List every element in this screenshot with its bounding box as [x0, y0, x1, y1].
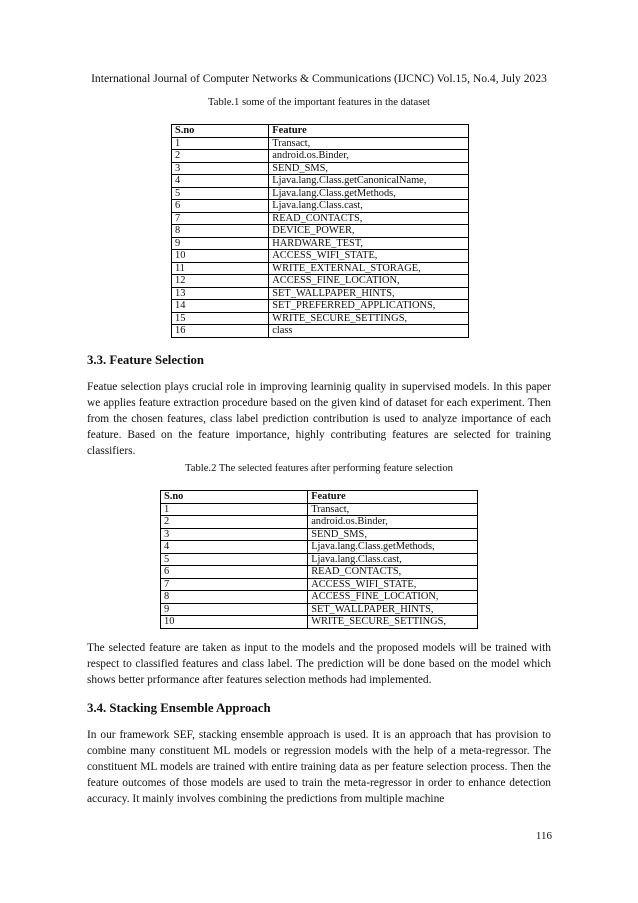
cell-sno: 14 — [172, 300, 269, 313]
cell-sno: 13 — [172, 287, 269, 300]
cell-sno: 7 — [161, 578, 308, 591]
table-row — [172, 237, 469, 250]
cell-sno: 1 — [161, 503, 308, 516]
cell-sno: 2 — [161, 516, 308, 529]
feature-selection-paragraph: Featue selection plays crucial role in improving learninig quality in supervised models. In this paper we applies feature extraction procedure based on the given kind of dataset for each experiment. Then from the chosen features, class label prediction contribution is used to analyze importance of each feature. Based on the feature importance, highly contributing features are selected for training classifiers. — [87, 381, 551, 458]
cell-feature: HARDWARE_TEST, — [269, 237, 469, 250]
table-row — [172, 187, 469, 200]
cell-feature: SET_WALLPAPER_HINTS, — [269, 287, 469, 300]
table-row — [161, 503, 478, 516]
cell-sno: 12 — [172, 275, 269, 288]
table-row — [161, 541, 478, 554]
cell-feature: SET_PREFERRED_APPLICATIONS, — [269, 300, 469, 313]
table1-caption: Table.1 some of the important features in the dataset — [208, 97, 430, 108]
cell-feature: READ_CONTACTS, — [269, 212, 469, 225]
cell-feature: android.os.Binder, — [308, 516, 478, 529]
table-row — [172, 200, 469, 213]
stacking-ensemble-paragraph: In our framework SEF, stacking ensemble approach is used. It is an approach that has provision to combine many constituent ML models or regression models with the help of a meta-regressor. The constituent ML models are trained with entire training data as per feature selection process. Then the feature outcomes of those models are used to train the meta-regressor in order to enhance detection accuracy. It mainly involves combining the predictions from multiple machine — [87, 729, 551, 806]
cell-sno: 2 — [172, 150, 269, 163]
table-row — [172, 325, 469, 338]
cell-sno: 9 — [172, 237, 269, 250]
cell-sno: 15 — [172, 312, 269, 325]
cell-sno: 10 — [172, 250, 269, 263]
features-table — [171, 124, 469, 338]
table2-caption: Table.2 The selected features after performing feature selection — [185, 463, 453, 474]
cell-feature: ACCESS_WIFI_STATE, — [308, 578, 478, 591]
cell-sno: 3 — [172, 162, 269, 175]
cell-feature: ACCESS_FINE_LOCATION, — [269, 275, 469, 288]
table-row — [161, 566, 478, 579]
cell-feature: WRITE_SECURE_SETTINGS, — [308, 616, 478, 629]
cell-feature: SET_WALLPAPER_HINTS, — [308, 603, 478, 616]
cell-feature: Transact, — [269, 137, 469, 150]
column-header-feature: Feature — [269, 125, 469, 138]
cell-sno: 3 — [161, 528, 308, 541]
cell-sno: 16 — [172, 325, 269, 338]
cell-feature: WRITE_EXTERNAL_STORAGE, — [269, 262, 469, 275]
table-row — [161, 603, 478, 616]
cell-feature: Transact, — [308, 503, 478, 516]
cell-feature: Ljava.lang.Class.cast, — [269, 200, 469, 213]
table-row — [172, 175, 469, 188]
cell-sno: 5 — [172, 187, 269, 200]
table-row — [172, 287, 469, 300]
model-training-paragraph: The selected feature are taken as input to the models and the proposed models will be trained with respect to classified features and class label. The prediction will be done based on the model which shows better prformance after features selection methods had implemented. — [87, 642, 551, 687]
cell-sno: 1 — [172, 137, 269, 150]
table-row — [172, 300, 469, 313]
cell-feature: Ljava.lang.Class.cast, — [308, 553, 478, 566]
cell-sno: 6 — [172, 200, 269, 213]
cell-sno: 5 — [161, 553, 308, 566]
cell-feature: SEND_SMS, — [269, 162, 469, 175]
cell-sno: 7 — [172, 212, 269, 225]
cell-feature: DEVICE_POWER, — [269, 225, 469, 238]
cell-sno: 8 — [172, 225, 269, 238]
cell-feature: Ljava.lang.Class.getCanonicalName, — [269, 175, 469, 188]
table-row — [161, 516, 478, 529]
table-row — [172, 275, 469, 288]
cell-feature: ACCESS_WIFI_STATE, — [269, 250, 469, 263]
table-row — [172, 137, 469, 150]
cell-feature: ACCESS_FINE_LOCATION, — [308, 591, 478, 604]
table-row — [161, 616, 478, 629]
table-row — [161, 528, 478, 541]
cell-feature: Ljava.lang.Class.getMethods, — [308, 541, 478, 554]
cell-feature: class — [269, 325, 469, 338]
table-row — [161, 578, 478, 591]
cell-sno: 6 — [161, 566, 308, 579]
cell-sno: 4 — [172, 175, 269, 188]
table-row — [161, 591, 478, 604]
column-header-sno: S.no — [172, 125, 269, 138]
cell-sno: 8 — [161, 591, 308, 604]
table-row — [172, 250, 469, 263]
table-row — [172, 225, 469, 238]
column-header-sno: S.no — [161, 491, 308, 504]
table-row — [172, 162, 469, 175]
cell-sno: 4 — [161, 541, 308, 554]
cell-sno: 10 — [161, 616, 308, 629]
journal-header: International Journal of Computer Networks & Communications (IJCNC) Vol.15, No.4, July 2023 — [91, 72, 547, 85]
cell-feature: Ljava.lang.Class.getMethods, — [269, 187, 469, 200]
table-row — [172, 262, 469, 275]
section-heading-stacking-ensemble: 3.4. Stacking Ensemble Approach — [87, 701, 271, 715]
table-row — [172, 212, 469, 225]
column-header-feature: Feature — [308, 491, 478, 504]
cell-sno: 9 — [161, 603, 308, 616]
cell-feature: READ_CONTACTS, — [308, 566, 478, 579]
selected-features-table — [160, 490, 478, 629]
cell-feature: WRITE_SECURE_SETTINGS, — [269, 312, 469, 325]
table-row — [172, 150, 469, 163]
table-row — [161, 553, 478, 566]
page-number: 116 — [535, 830, 552, 842]
section-heading-feature-selection: 3.3. Feature Selection — [87, 353, 205, 367]
cell-feature: android.os.Binder, — [269, 150, 469, 163]
table-row — [172, 312, 469, 325]
cell-feature: SEND_SMS, — [308, 528, 478, 541]
cell-sno: 11 — [172, 262, 269, 275]
